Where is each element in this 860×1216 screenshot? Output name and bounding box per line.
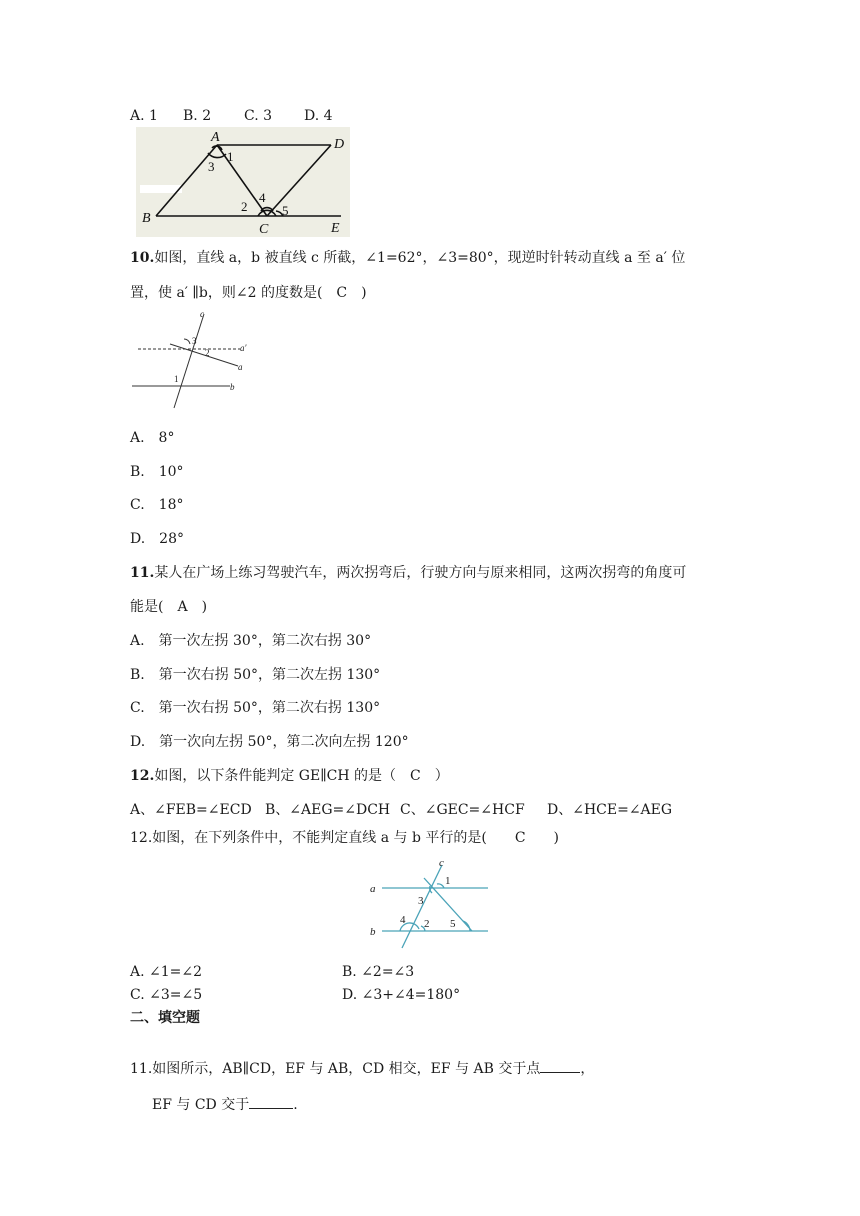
q10-figure — [128, 308, 258, 413]
q12a-stem-text: 如图，以下条件能判定 GE∥CH 的是（ C ） — [154, 768, 449, 784]
q12b-angle-5: 5 — [450, 918, 456, 930]
q12b-line-a: a — [370, 883, 376, 895]
q9-point-b: B — [142, 211, 151, 226]
q9-angle-4: 4 — [259, 190, 266, 205]
q10-option-d: D. 28° — [130, 531, 184, 547]
answer-blank-2[interactable] — [249, 1094, 293, 1109]
q10-angle-1: 1 — [174, 374, 179, 384]
q9-point-e: E — [331, 221, 340, 236]
q12b-figure — [362, 855, 492, 950]
q10-line-c: c — [200, 309, 204, 319]
q9-option-b: B. 2 — [183, 108, 212, 124]
q9-angle-1: 1 — [227, 149, 234, 164]
q12b-angle-2: 2 — [424, 918, 430, 930]
q10-number: 10. — [130, 250, 155, 266]
q10-line-a-prime: a′ — [240, 343, 247, 353]
q9-point-a: A — [211, 130, 220, 145]
q12b-option-d: D. ∠3+∠4=180° — [342, 987, 461, 1003]
q9-figure — [136, 127, 350, 237]
q11-option-c: C. 第一次右拐 50°，第二次右拐 130° — [130, 700, 381, 716]
q10-angle-2: 2 — [205, 348, 210, 358]
q12b-option-c: C. ∠3=∠5 — [130, 987, 203, 1003]
q10-option-b: B. 10° — [130, 464, 184, 480]
q11-option-b: B. 第一次右拐 50°，第二次左拐 130° — [130, 667, 381, 683]
q9-point-d: D — [334, 137, 345, 152]
q10-option-c: C. 18° — [130, 497, 184, 513]
q10-stem-line1 — [130, 248, 685, 268]
q11b-line1 — [130, 1058, 594, 1079]
q12a-number: 12. — [130, 768, 155, 784]
q12b-option-a: A. ∠1=∠2 — [130, 964, 203, 980]
q12b-stem: 12.如图，在下列条件中，不能判定直线 a 与 b 平行的是( C ) — [130, 830, 560, 846]
q12b-angle-1: 1 — [445, 875, 451, 887]
q10-line-a: a — [238, 362, 243, 372]
q11b-line1-end: ， — [580, 1061, 595, 1077]
q11-number: 11. — [130, 565, 155, 581]
q12a-option-c: C、∠GEC=∠HCF — [400, 802, 525, 818]
q12a-stem — [130, 766, 449, 786]
q12a-option-a: A、∠FEB=∠ECD — [130, 802, 252, 818]
q12b-option-b: B. ∠2=∠3 — [342, 964, 415, 980]
q12b-angle-4: 4 — [400, 914, 406, 926]
q9-angle-2: 2 — [241, 199, 248, 214]
answer-blank-1[interactable] — [540, 1058, 580, 1073]
q9-point-c: C — [259, 222, 269, 237]
q10-stem-line2: 置，使 a′ ∥b，则∠2 的度数是( C ) — [130, 285, 367, 301]
q9-option-c: C. 3 — [244, 108, 273, 124]
section2-title: 二、填空题 — [130, 1010, 200, 1026]
q11-option-a: A. 第一次左拐 30°，第二次右拐 30° — [130, 633, 372, 649]
q9-angle-5: 5 — [282, 203, 289, 218]
q10-line-b: b — [230, 382, 235, 392]
q11b-line2-end: . — [293, 1097, 298, 1113]
q11b-line2-text: EF 与 CD 交于 — [152, 1097, 250, 1113]
q11-stem-text: 某人在广场上练习驾驶汽车，两次拐弯后，行驶方向与原来相同，这两次拐弯的角度可 — [154, 565, 687, 581]
q12b-line-b: b — [370, 926, 376, 938]
q9-option-d: D. 4 — [304, 108, 333, 124]
q11b-line1-text: 11.如图所示，AB∥CD，EF 与 AB，CD 相交，EF 与 AB 交于点 — [130, 1061, 541, 1077]
q10-stem-text: 如图，直线 a，b 被直线 c 所截，∠1=62°，∠3=80°，现逆时针转动直线 a 至 a′ 位 — [154, 250, 686, 266]
q10-option-a: A. 8° — [130, 430, 175, 446]
q11-option-d: D. 第一次向左拐 50°，第二次向左拐 120° — [130, 734, 409, 750]
q11-stem-line2: 能是( A ) — [130, 599, 208, 615]
q9-angle-3: 3 — [208, 159, 215, 174]
q12b-line-c: c — [439, 857, 444, 869]
q12a-option-d: D、∠HCE=∠AEG — [547, 802, 673, 818]
q11b-line2 — [152, 1094, 298, 1115]
q12b-angle-3: 3 — [418, 895, 424, 907]
q10-angle-3: 3 — [192, 336, 197, 346]
q11-stem-line1 — [130, 563, 686, 583]
q12a-option-b: B、∠AEG=∠DCH — [265, 802, 391, 818]
q9-option-a: A. 1 — [130, 108, 158, 124]
